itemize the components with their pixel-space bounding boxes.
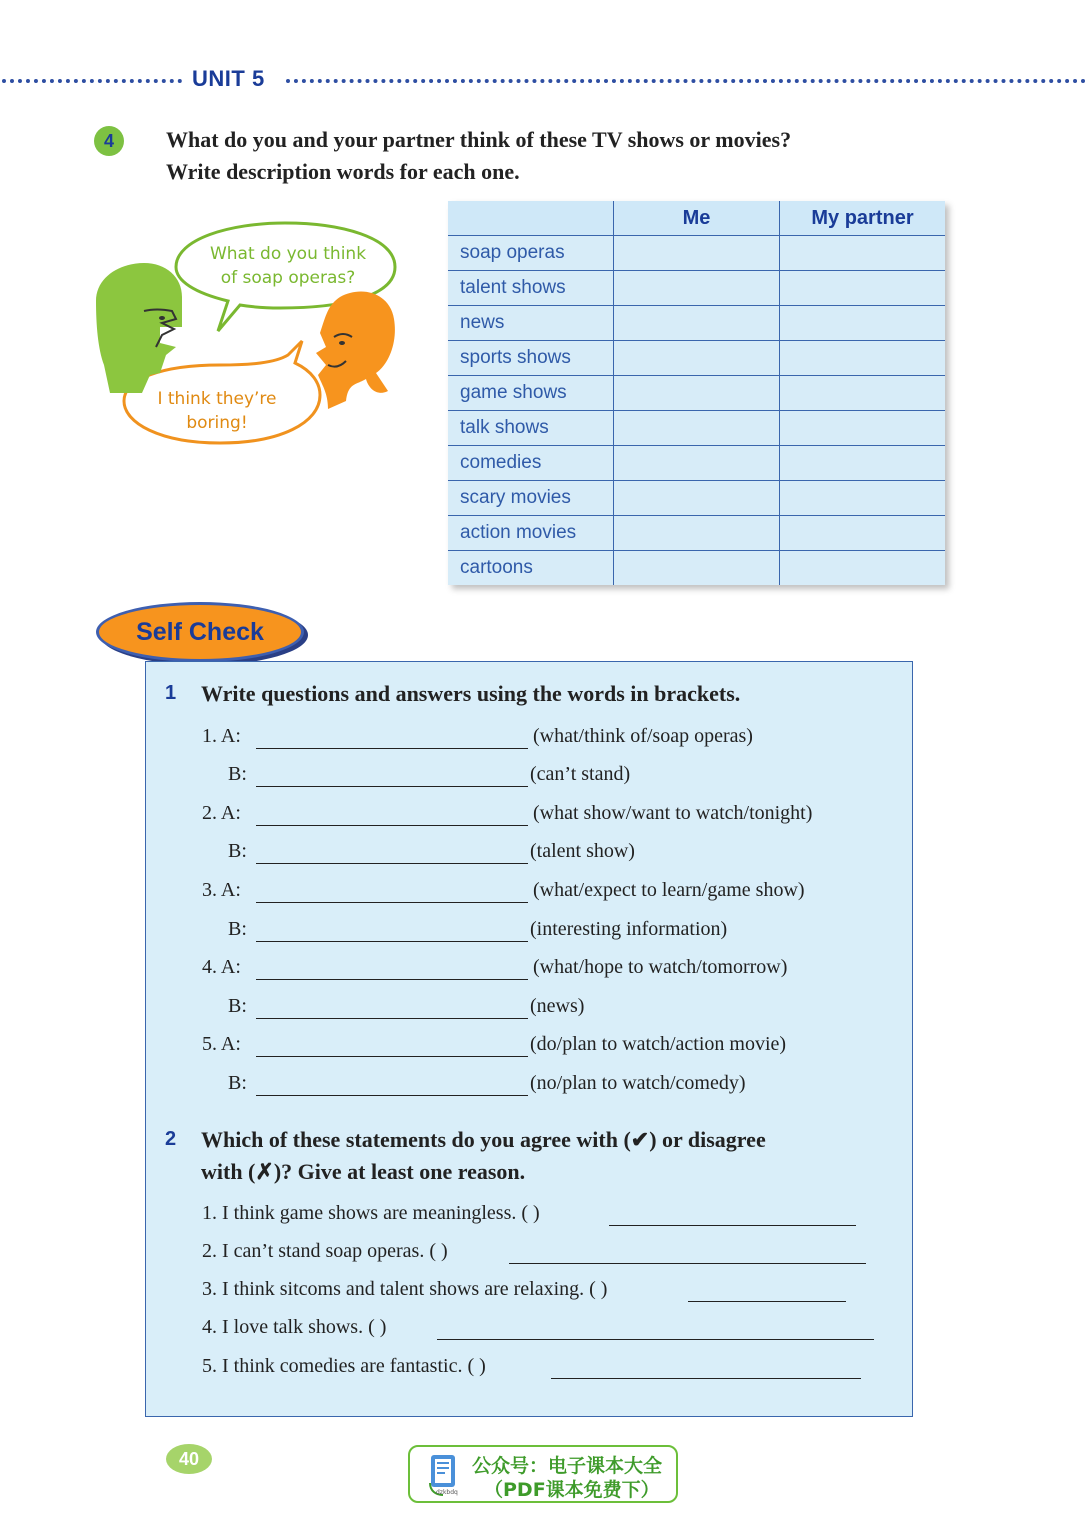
table-row — [448, 446, 945, 481]
question-line — [201, 840, 901, 868]
table-row — [448, 236, 945, 271]
part2-instruction: Which of these statements do you agree with (✔) or disagree with (✗)? Give at least one reason. — [201, 1127, 766, 1184]
statement-text: 3. I think sitcoms and talent shows are relaxing. ( ) — [202, 1278, 608, 1300]
row-label: news — [448, 306, 613, 341]
question-line — [201, 879, 901, 907]
question-line — [201, 1072, 901, 1100]
row-label: comedies — [448, 446, 613, 481]
question-label: B: — [228, 840, 247, 862]
question-line — [201, 1033, 901, 1061]
question-line — [201, 956, 901, 984]
question-hint: (talent show) — [530, 840, 635, 862]
row-label: sports shows — [448, 341, 613, 376]
question-label: 3. A: — [202, 879, 241, 901]
answer-blank[interactable] — [256, 902, 528, 903]
partner-cell[interactable] — [779, 341, 945, 376]
tv-shows-table — [448, 201, 945, 585]
answer-blank[interactable] — [256, 1056, 528, 1057]
question-hint: (do/plan to watch/action movie) — [530, 1033, 787, 1055]
question-hint: (interesting information) — [530, 918, 728, 940]
question-label: 1. A: — [202, 725, 241, 747]
row-label: cartoons — [448, 551, 613, 586]
task4-line2: Write description words for each one. — [166, 159, 520, 184]
partner-cell[interactable] — [779, 411, 945, 446]
partner-cell[interactable] — [779, 481, 945, 516]
me-cell[interactable] — [613, 446, 779, 481]
boy-figure — [316, 292, 395, 409]
partner-cell[interactable] — [779, 551, 945, 586]
me-cell[interactable] — [613, 376, 779, 411]
row-label: scary movies — [448, 481, 613, 516]
statement-text: 1. I think game shows are meaningless. ( ) — [202, 1202, 540, 1224]
question-hint: (what show/want to watch/tonight) — [533, 802, 813, 824]
page-number: 40 — [166, 1444, 212, 1474]
partner-cell[interactable] — [779, 376, 945, 411]
me-cell[interactable] — [613, 516, 779, 551]
question-hint: (what/hope to watch/tomorrow) — [533, 956, 788, 978]
me-cell[interactable] — [613, 411, 779, 446]
reason-blank[interactable] — [688, 1301, 846, 1302]
wechat-line2: （PDF课本免费下） — [484, 1479, 660, 1501]
self-check-banner: Self Check — [96, 602, 304, 662]
self-check-box — [145, 661, 913, 1417]
reason-blank[interactable] — [609, 1225, 856, 1226]
wechat-icon-text: dzkbdq — [436, 1489, 458, 1496]
question-label: 4. A: — [202, 956, 241, 978]
question-hint: (can’t stand) — [530, 763, 631, 785]
table-row — [448, 341, 945, 376]
row-label: action movies — [448, 516, 613, 551]
question-label: 5. A: — [202, 1033, 241, 1055]
table-row — [448, 376, 945, 411]
me-cell[interactable] — [613, 306, 779, 341]
unit-title: UNIT 5 — [192, 66, 265, 91]
question-label: B: — [228, 1072, 247, 1094]
table-row — [448, 306, 945, 341]
row-label: game shows — [448, 376, 613, 411]
me-cell[interactable] — [613, 551, 779, 586]
row-label: talent shows — [448, 271, 613, 306]
bubble-text-question: What do you think of soap operas? — [209, 244, 367, 288]
me-cell[interactable] — [613, 481, 779, 516]
part1-number: 1 — [165, 682, 177, 704]
table-row — [448, 551, 945, 586]
header-dots-left — [2, 79, 182, 83]
row-label: soap operas — [448, 236, 613, 271]
me-cell[interactable] — [613, 236, 779, 271]
task4-number: 4 — [94, 126, 124, 156]
question-hint: (news) — [530, 995, 585, 1017]
task4-instruction — [166, 124, 926, 188]
me-cell[interactable] — [613, 271, 779, 306]
table-header-row — [448, 201, 945, 236]
table-row — [448, 481, 945, 516]
table-row — [448, 271, 945, 306]
header-dots-right — [286, 79, 1086, 83]
statement-line — [201, 1240, 901, 1268]
question-label: B: — [228, 918, 247, 940]
statement-line — [201, 1278, 901, 1306]
answer-blank[interactable] — [256, 786, 528, 787]
statement-line — [201, 1355, 901, 1383]
partner-cell[interactable] — [779, 446, 945, 481]
me-cell[interactable] — [613, 341, 779, 376]
question-label: B: — [228, 763, 247, 785]
partner-cell[interactable] — [779, 236, 945, 271]
question-line — [201, 802, 901, 830]
unit-header — [0, 66, 1087, 96]
statement-line — [201, 1202, 901, 1230]
table-row — [448, 516, 945, 551]
statement-line — [201, 1316, 901, 1344]
table-row — [448, 411, 945, 446]
conversation-illustration — [90, 215, 410, 455]
question-label: 2. A: — [202, 802, 241, 824]
table-header-empty — [448, 201, 613, 236]
question-line — [201, 725, 901, 753]
part2-number: 2 — [165, 1128, 177, 1150]
answer-blank[interactable] — [256, 979, 528, 980]
question-hint: (what/expect to learn/game show) — [533, 879, 805, 901]
question-line — [201, 995, 901, 1023]
row-label: talk shows — [448, 411, 613, 446]
answer-blank[interactable] — [256, 863, 528, 864]
reason-blank[interactable] — [509, 1263, 866, 1264]
answer-blank[interactable] — [256, 941, 528, 942]
answer-blank[interactable] — [256, 748, 528, 749]
task4-line1: What do you and your partner think of these TV shows or movies? — [166, 127, 792, 152]
wechat-badge — [408, 1445, 678, 1503]
partner-cell[interactable] — [779, 306, 945, 341]
answer-blank[interactable] — [256, 1018, 528, 1019]
statement-text: 2. I can’t stand soap operas. ( ) — [202, 1240, 448, 1262]
answer-blank[interactable] — [256, 825, 528, 826]
question-line — [201, 763, 901, 791]
question-label: B: — [228, 995, 247, 1017]
partner-cell[interactable] — [779, 516, 945, 551]
question-hint: (no/plan to watch/comedy) — [530, 1072, 746, 1094]
partner-cell[interactable] — [779, 271, 945, 306]
table-header-partner: My partner — [779, 201, 945, 236]
table-header-me: Me — [613, 201, 779, 236]
question-line — [201, 918, 901, 946]
part1-instruction: Write questions and answers using the words in brackets. — [201, 681, 741, 706]
bubble-text-answer: I think they’re boring! — [157, 389, 277, 433]
statement-text: 5. I think comedies are fantastic. ( ) — [202, 1355, 486, 1377]
question-hint: (what/think of/soap operas) — [533, 725, 753, 747]
reason-blank[interactable] — [551, 1378, 861, 1379]
answer-blank[interactable] — [256, 1095, 528, 1096]
wechat-line1: 公众号：电子课本大全 — [472, 1455, 663, 1477]
reason-blank[interactable] — [437, 1339, 874, 1340]
statement-text: 4. I love talk shows. ( ) — [202, 1316, 387, 1338]
